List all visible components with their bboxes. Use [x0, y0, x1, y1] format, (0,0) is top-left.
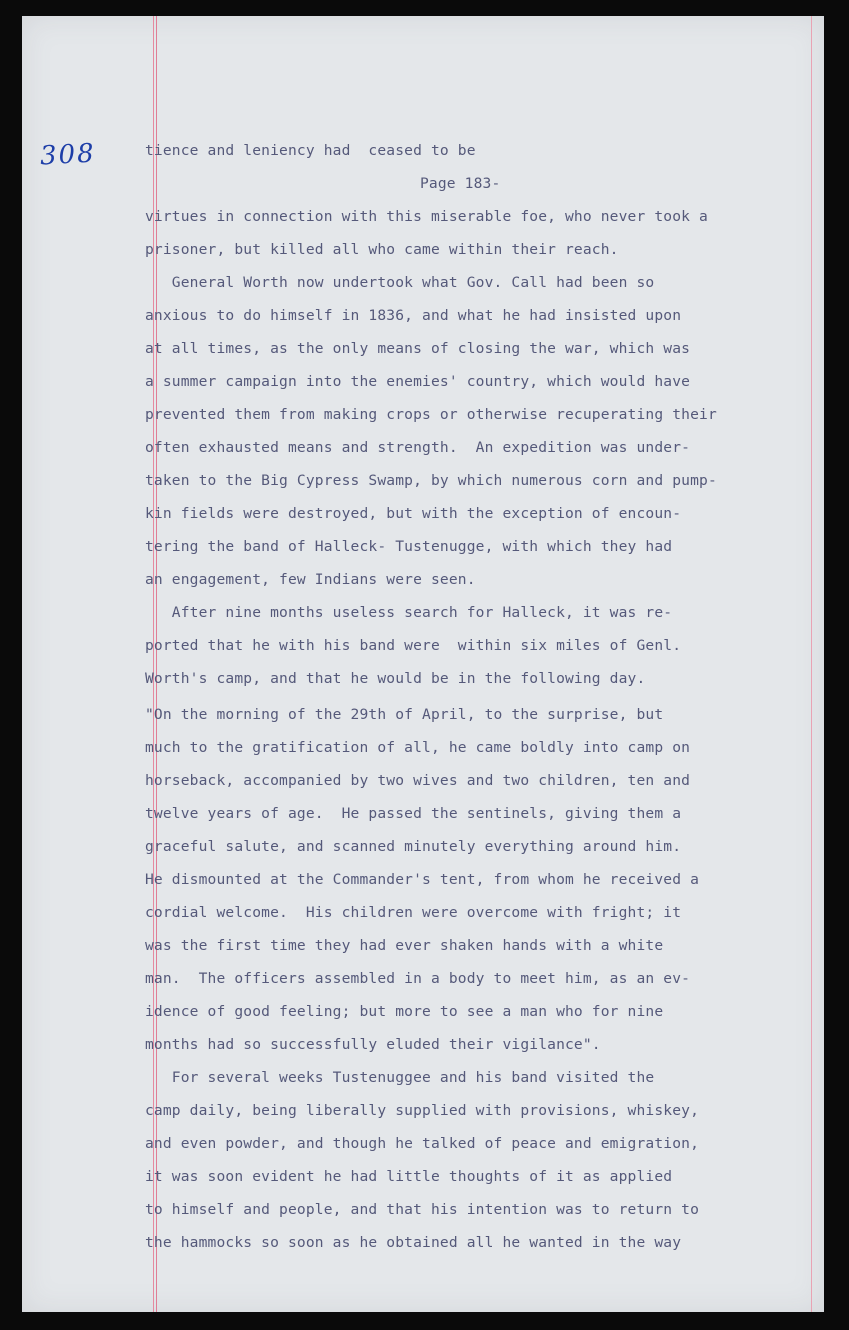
text-line-16: Worth's camp, and that he would be in the following day.: [145, 670, 646, 687]
text-line-28: For several weeks Tustenuggee and his band visited the: [145, 1069, 655, 1086]
text-line-6: at all times, as the only means of closing the war, which was: [145, 340, 691, 357]
text-line-31: it was soon evident he had little thoughts of it as applied: [145, 1168, 673, 1185]
right-margin-rule: [811, 16, 812, 1312]
text-line-9: often exhausted means and strength. An expedition was under-: [145, 439, 691, 456]
page-marker: Page 183-: [420, 175, 501, 192]
text-line-29: camp daily, being liberally supplied with provisions, whiskey,: [145, 1102, 700, 1119]
text-line-14: After nine months useless search for Halleck, it was re-: [145, 604, 673, 621]
text-line-24: was the first time they had ever shaken hands with a white: [145, 937, 664, 954]
text-line-10: taken to the Big Cypress Swamp, by which numerous corn and pump-: [145, 472, 717, 489]
text-line-1: tience and leniency had ceased to be: [145, 142, 476, 159]
text-line-25: man. The officers assembled in a body to meet him, as an ev-: [145, 970, 691, 987]
handwritten-folio-number: 308: [39, 138, 97, 172]
text-line-30: and even powder, and though he talked of peace and emigration,: [145, 1135, 700, 1152]
text-line-17: "On the morning of the 29th of April, to the surprise, but: [145, 706, 664, 723]
text-line-4: General Worth now undertook what Gov. Call had been so: [145, 274, 655, 291]
text-line-5: anxious to do himself in 1836, and what he had insisted upon: [145, 307, 682, 324]
text-line-19: horseback, accompanied by two wives and two children, ten and: [145, 772, 691, 789]
text-line-18: much to the gratification of all, he came boldly into camp on: [145, 739, 691, 756]
text-line-32: to himself and people, and that his intention was to return to: [145, 1201, 700, 1218]
text-line-20: twelve years of age. He passed the sentinels, giving them a: [145, 805, 682, 822]
text-line-8: prevented them from making crops or otherwise recuperating their: [145, 406, 717, 423]
text-line-7: a summer campaign into the enemies' country, which would have: [145, 373, 691, 390]
text-line-3: prisoner, but killed all who came within their reach.: [145, 241, 619, 258]
text-line-27: months had so successfully eluded their vigilance".: [145, 1036, 601, 1053]
text-line-15: ported that he with his band were within six miles of Genl.: [145, 637, 682, 654]
text-line-21: graceful salute, and scanned minutely everything around him.: [145, 838, 682, 855]
text-line-12: tering the band of Halleck- Tustenugge, with which they had: [145, 538, 673, 555]
text-line-23: cordial welcome. His children were overcome with fright; it: [145, 904, 682, 921]
text-line-2: virtues in connection with this miserable foe, who never took a: [145, 208, 708, 225]
text-line-13: an engagement, few Indians were seen.: [145, 571, 476, 588]
text-line-33: the hammocks so soon as he obtained all he wanted in the way: [145, 1234, 682, 1251]
text-line-26: idence of good feeling; but more to see a man who for nine: [145, 1003, 664, 1020]
text-line-11: kin fields were destroyed, but with the exception of encoun-: [145, 505, 682, 522]
text-line-22: He dismounted at the Commander's tent, from whom he received a: [145, 871, 700, 888]
